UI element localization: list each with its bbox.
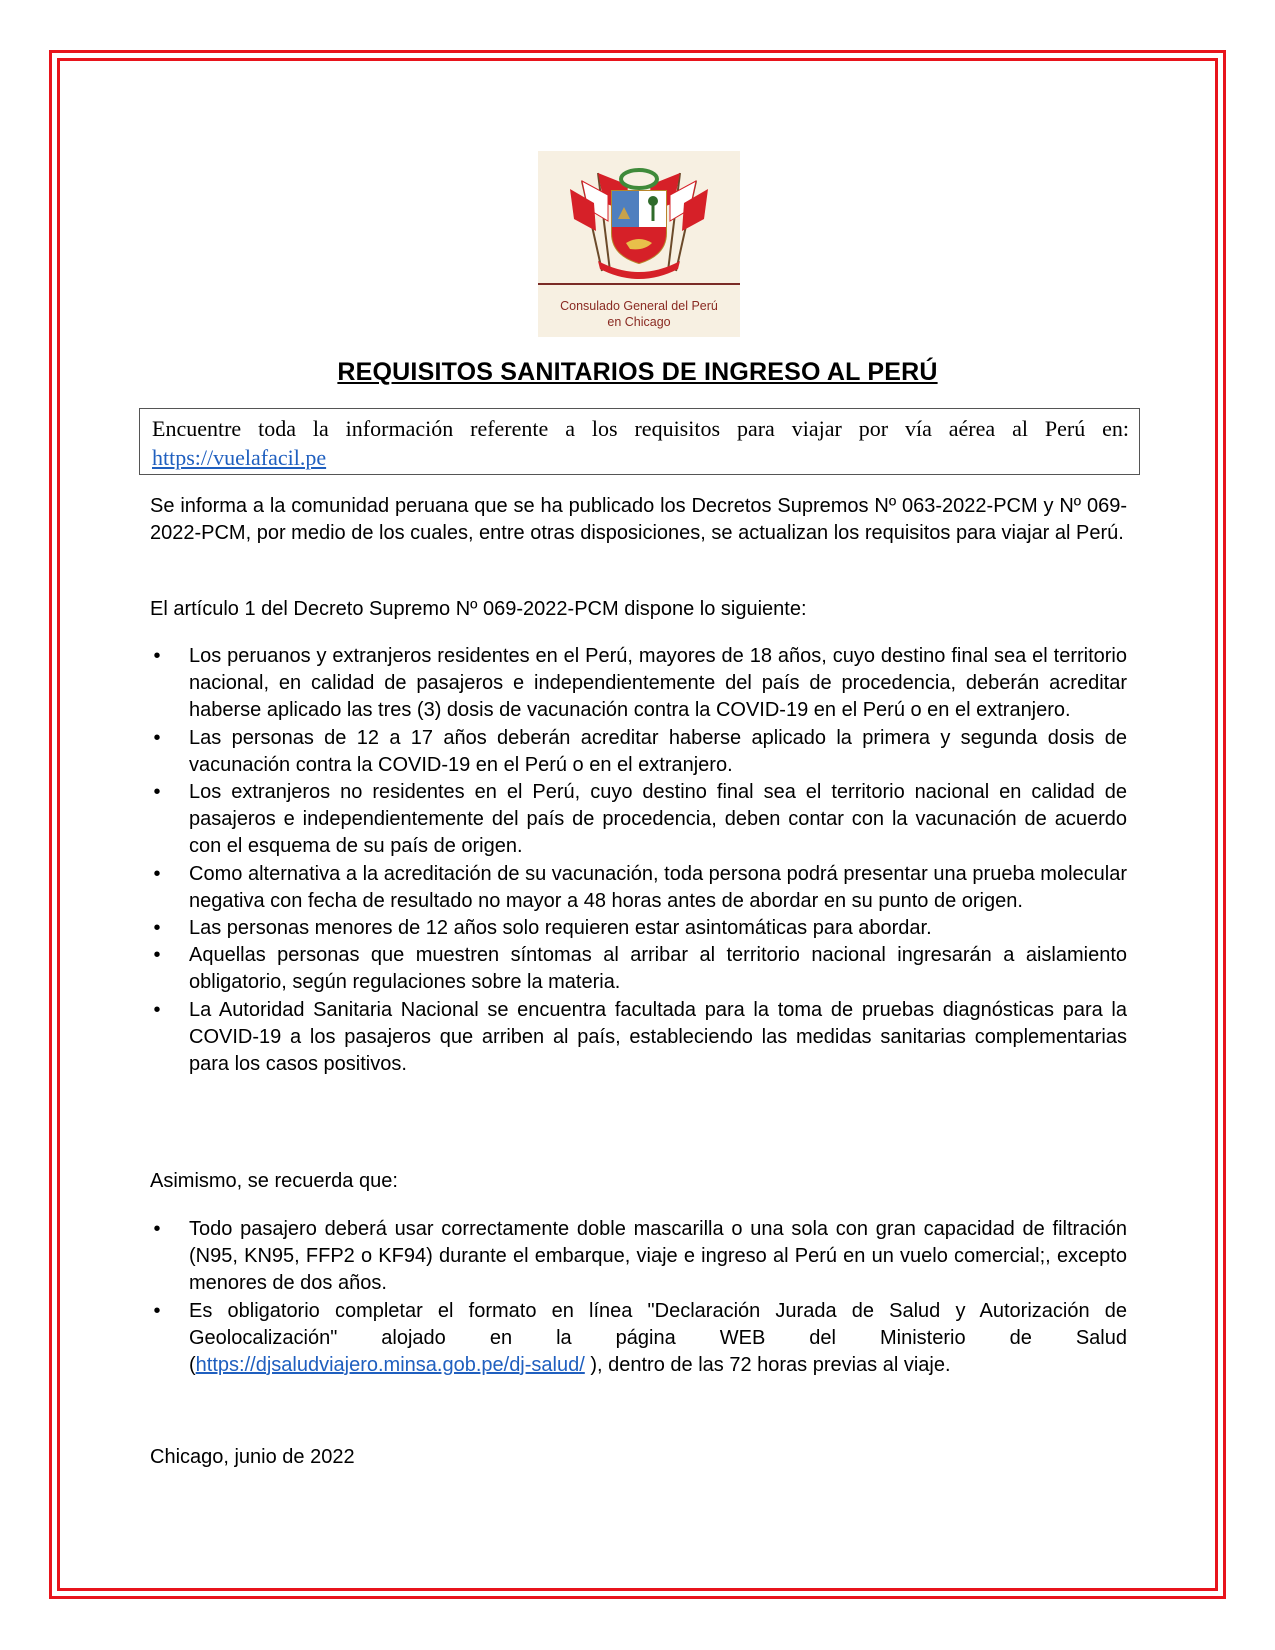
list-item: [150, 643, 1127, 725]
list-item-text: Todo pasajero deberá usar correctamente doble mascarilla o una sola con gran capacidad de filtración (N95, KN95, FFP2 o KF94) durante el embarque, viaje e ingreso al Perú en un vuelo comercial;, excepto menores de dos años.: [189, 1218, 1127, 1295]
bullet-icon: •: [153, 726, 161, 749]
consulate-logo: [538, 151, 740, 337]
closing-date: Chicago, junio de 2022: [150, 1446, 355, 1468]
list-item-text: Las personas menores de 12 años solo requieren estar asintomáticas para abordar.: [189, 917, 932, 940]
list-item-text: Las personas de 12 a 17 años deberán acreditar haberse aplicado la primera y segunda dosis de vacunación contra la COVID-19 en el Perú o en el extranjero.: [189, 726, 1127, 776]
requirements-list: [150, 643, 1127, 1078]
bullet-icon: •: [153, 944, 161, 967]
article-paragraph: El artículo 1 del Decreto Supremo Nº 069-2022-PCM dispone lo siguiente:: [150, 598, 807, 620]
reminder-list: [150, 1216, 1127, 1379]
list-item: [150, 915, 1127, 942]
list-item-text: La Autoridad Sanitaria Nacional se encuentra facultada para la toma de pruebas diagnósticas para la COVID-19 a los pasajeros que arriben al país, estableciendo las medidas sanitarias complementarias para los casos positivos.: [189, 998, 1127, 1076]
bullet-icon: •: [153, 917, 161, 940]
list-item-text: Como alternativa a la acreditación de su vacunación, toda persona podrá presentar una prueba molecular negativa con fecha de resultado no mayor a 48 horas antes de abordar en su punto de origen.: [189, 862, 1127, 912]
list-item: [150, 1298, 1127, 1380]
coat-of-arms-icon: [538, 151, 740, 283]
page-title: REQUISITOS SANITARIOS DE INGRESO AL PERÚ: [337, 358, 938, 386]
list-item: [150, 942, 1127, 996]
list-item: [150, 779, 1127, 861]
list-item: [150, 997, 1127, 1079]
logo-caption-line1: Consulado General del Perú: [560, 299, 718, 313]
list-item-text: Aquellas personas que muestren síntomas al arribar al territorio nacional ingresarán a aislamiento obligatorio, según regulaciones sobre la materia.: [189, 944, 1127, 994]
list-item: [150, 1216, 1127, 1298]
list-item-text: Los extranjeros no residentes en el Perú, cuyo destino final sea el territorio nacional en calidad de pasajeros e independientemente del país de procedencia, deben contar con la vacunación de acuerdo con el esquema de su país de origen.: [189, 781, 1127, 858]
list-item: [150, 861, 1127, 915]
vuelafacil-link[interactable]: https://vuelafacil.pe: [152, 445, 327, 470]
list-item: [150, 725, 1127, 779]
list-item-text: Los peruanos y extranjeros residentes en el Perú, mayores de 18 años, cuyo destino final sea el territorio nacional, en calidad de pasajeros e independientemente del país de procedencia, deberán acreditar haberse aplicado las tres (3) dosis de vacunación contra la COVID-19 en el Perú o en el extranjero.: [189, 645, 1127, 722]
djsalud-link[interactable]: https://djsaludviajero.minsa.gob.pe/dj-salud/: [195, 1354, 585, 1377]
info-box-text: Encuentre toda la información referente a los requisitos para viajar por vía aérea al Perú en:: [152, 416, 1129, 441]
bullet-icon: •: [153, 1299, 161, 1322]
list-item-text-before: Es obligatorio completar el formato en línea "Declaración Jurada de Salud y Autorización de Geolocalización" alojado en la página WEB del Ministerio de Salud (: [189, 1299, 1127, 1377]
list-item-text-after: ), dentro de las 72 horas previas al viaje.: [584, 1354, 951, 1377]
bullet-icon: •: [153, 862, 161, 885]
bullet-icon: •: [153, 998, 161, 1021]
bullet-icon: •: [153, 781, 161, 804]
info-box: [139, 408, 1140, 475]
reminder-paragraph: Asimismo, se recuerda que:: [150, 1170, 398, 1192]
logo-divider: [538, 283, 740, 285]
intro-paragraph: Se informa a la comunidad peruana que se ha publicado los Decretos Supremos Nº 063-2022-PCM y Nº 069-2022-PCM, por medio de los cuales, entre otras disposiciones, se actualizan los requisitos para viajar al Perú.: [150, 495, 1127, 544]
bullet-icon: •: [153, 645, 161, 667]
logo-caption-line2: en Chicago: [607, 315, 671, 329]
logo-caption: [538, 298, 740, 330]
bullet-icon: •: [153, 1218, 161, 1240]
